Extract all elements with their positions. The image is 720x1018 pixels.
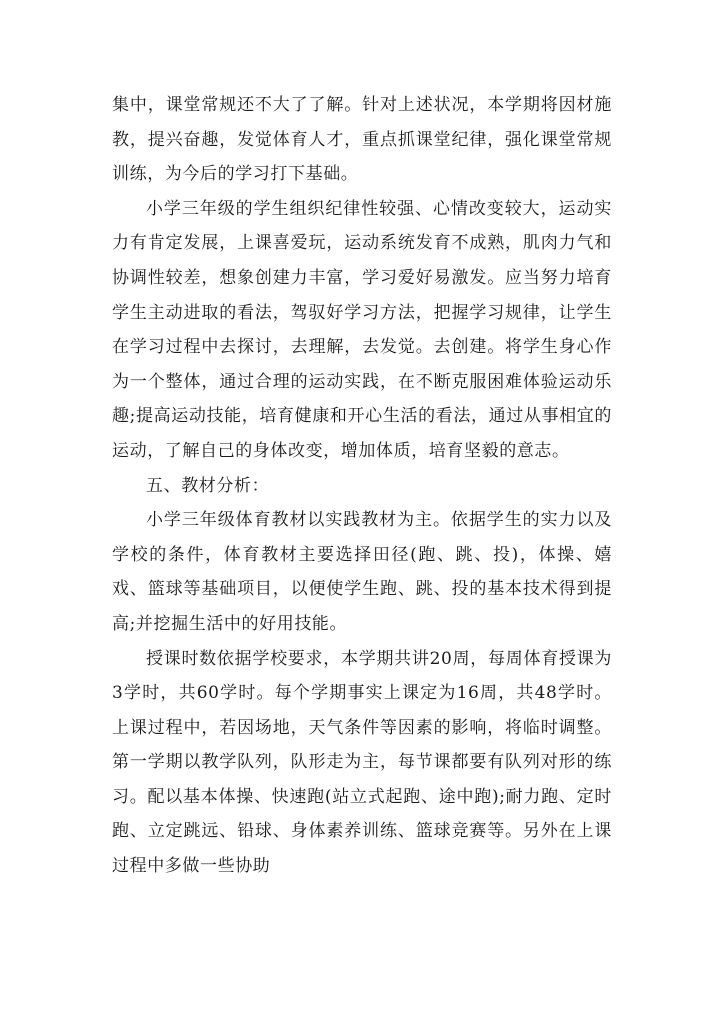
- paragraph-textbook-content: 小学三年级体育教材以实践教材为主。依据学生的实力以及学校的条件，体育教材主要选择田径(跑、跳、投)，体操、嬉戏、篮球等基础项目，以便使学生跑、跳、投的基本技术得到提高;并挖掘生活中的好用技能。: [112, 510, 612, 634]
- section-heading-textbook-analysis: 五、教材分析：: [146, 475, 270, 496]
- document-body: [112, 88, 612, 884]
- paragraph-student-analysis: 小学三年级的学生组织纪律性较强、心情改变较大，运动实力有肯定发展，上课喜爱玩，运动系统发育不成熟，肌肉力气和协调性较差，想象创建力丰富，学习爱好易激发。应当努力培育学生主动进取的看法，驾驭好学习方法，把握学习规律，让学生在学习过程中去探讨，去理解，去发觉。去创建。将学生身心作为一个整体，通过合理的运动实践，在不断克服困难体验运动乐趣;提高运动技能，培育健康和开心生活的看法，通过从事相宜的运动，了解自己的身体改变，增加体质，培育坚毅的意志。: [112, 198, 612, 461]
- paragraph-class-hours: 授课时数依据学校要求，本学期共讲20周，每周体育授课为3学时，共60学时。每个学期事实上课定为16周，共48学时。上课过程中，若因场地，天气条件等因素的影响，将临时调整。第一学期以教学队列，队形走为主，每节课都要有队列对形的练习。配以基本体操、快速跑(站立式起跑、途中跑);耐力跑、定时跑、立定跳远、铅球、身体素养训练、篮球竞赛等。另外在上课过程中多做一些协助: [112, 648, 612, 877]
- paragraph-continuation: 集中，课堂常规还不大了了解。针对上述状况，本学期将因材施教，提兴奋趣，发觉体育人才，重点抓课堂纪律，强化课堂常规训练，为今后的学习打下基础。: [112, 95, 612, 185]
